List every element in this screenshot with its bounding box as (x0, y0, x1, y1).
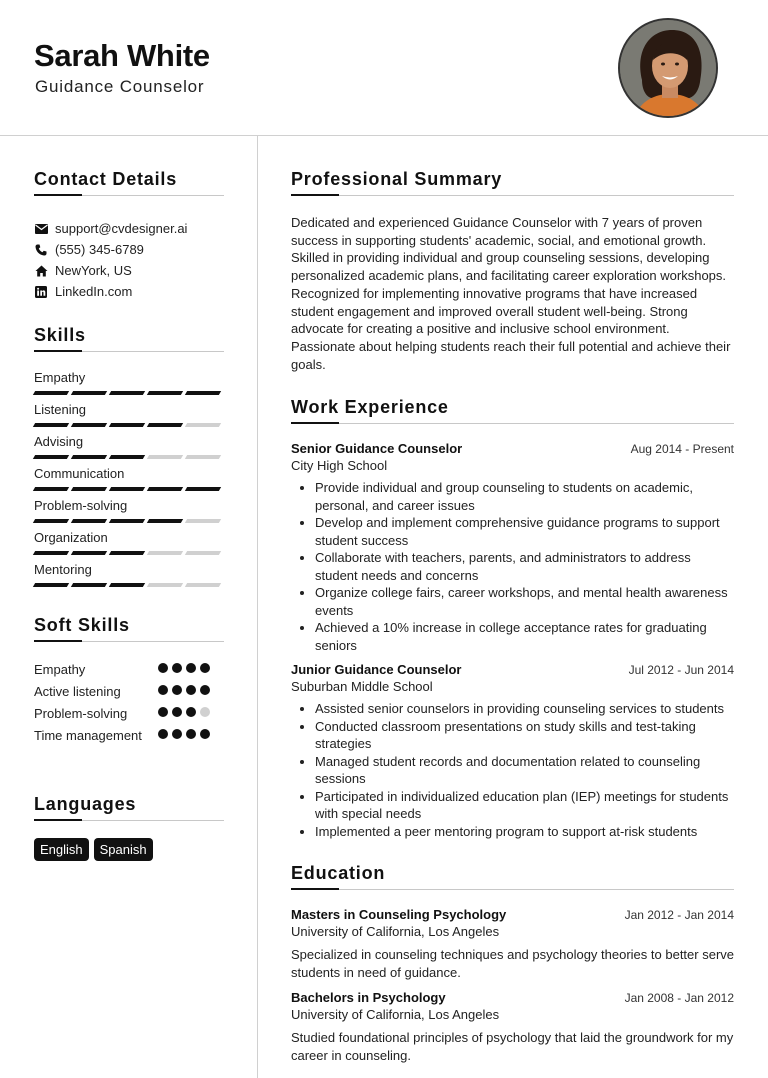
skill-name: Empathy (34, 370, 86, 385)
contact-heading: Contact Details (34, 169, 178, 189)
skill-name: Mentoring (34, 562, 92, 577)
contact-email-text: support@cvdesigner.ai (55, 221, 188, 236)
skill-level-segment (147, 583, 183, 587)
degree-name: Masters in Counseling Psychology (291, 907, 507, 923)
language-badge: English (34, 838, 89, 861)
skill-level-segment (185, 519, 221, 523)
job-bullet: • Participated in individualized education plan (IEP) meetings for students with special needs (315, 788, 734, 823)
contact-location-text: NewYork, US (55, 263, 132, 278)
contact-email[interactable] (34, 218, 224, 239)
skill-level-segment (109, 519, 145, 523)
skills-section (34, 325, 224, 594)
skill-level-segment (147, 455, 183, 459)
skill-level-segment (185, 551, 221, 555)
section-rule (34, 819, 224, 821)
skill-level-segment (33, 455, 69, 459)
job-organization: City High School (291, 458, 388, 474)
soft-skill-name: Problem-solving (34, 706, 128, 721)
skills-heading: Skills (34, 325, 86, 345)
contact-linkedin[interactable] (34, 281, 224, 302)
soft-skill-item (34, 704, 224, 726)
section-rule (291, 422, 734, 424)
candidate-title: Guidance Counselor (35, 77, 205, 96)
skill-level-segment (71, 487, 107, 491)
contact-linkedin-text: LinkedIn.com (55, 284, 133, 299)
rating-dot (200, 685, 210, 695)
soft-skill-item (34, 660, 224, 682)
education-description: Specialized in counseling techniques and psychology theories to better serve students in need of guidance. (291, 947, 734, 980)
skill-level-segment (109, 423, 145, 427)
experience-heading: Work Experience (291, 397, 449, 418)
skill-level-segment (33, 423, 69, 427)
job-bullet: • Develop and implement comprehensive guidance programs to support student success (315, 514, 734, 549)
section-rule (34, 350, 224, 352)
section-rule (34, 194, 224, 196)
education-section (291, 863, 734, 1064)
rating-dot (200, 707, 210, 717)
skill-level-segment (185, 391, 221, 395)
soft-skill-list (34, 660, 224, 764)
skill-name: Problem-solving (34, 498, 128, 513)
contact-phone-text: (555) 345-6789 (55, 242, 144, 257)
skill-level-segment (109, 487, 145, 491)
job-bullet: • Achieved a 10% increase in college acceptance rates for graduating seniors (315, 619, 734, 654)
skill-level-segment (71, 455, 107, 459)
rating-dot (158, 663, 168, 673)
job-bullet: • Organize college fairs, career workshops, and mental health awareness events (315, 584, 734, 619)
skill-level-segment (33, 391, 69, 395)
skill-level-segment (185, 583, 221, 587)
skill-level-segment (33, 583, 69, 587)
skill-item (34, 402, 224, 434)
skill-level-segment (147, 551, 183, 555)
skill-level-segment (147, 519, 183, 523)
skill-level-segment (71, 583, 107, 587)
job-bullet: • Assisted senior counselors in providing counseling services to students (315, 700, 734, 718)
skill-level-segment (71, 551, 107, 555)
language-badge: Spanish (94, 838, 153, 861)
skill-name: Advising (34, 434, 84, 449)
job-dates: Aug 2014 - Present (630, 442, 734, 457)
rating-dot (186, 663, 196, 673)
job-entry (291, 662, 734, 840)
skill-level-segment (147, 487, 183, 491)
job-bullet: • Implemented a peer mentoring program to support at-risk students (315, 823, 734, 841)
soft-skills-heading: Soft Skills (34, 615, 130, 635)
skill-level-segment (185, 455, 221, 459)
rating-dot (172, 729, 182, 739)
skill-level-bar (34, 391, 220, 395)
rating-dot (186, 707, 196, 717)
soft-skill-rating (158, 685, 210, 704)
soft-skill-name: Active listening (34, 684, 121, 699)
soft-skills-section (34, 615, 224, 764)
skill-list (34, 370, 224, 594)
rating-dot (200, 663, 210, 673)
skill-name: Listening (34, 402, 87, 417)
phone-icon (34, 243, 48, 257)
job-role: Senior Guidance Counselor (291, 441, 463, 457)
skill-level-bar (34, 455, 220, 459)
skill-level-segment (109, 391, 145, 395)
skill-name: Communication (34, 466, 125, 481)
skill-level-segment (71, 391, 107, 395)
education-dates: Jan 2012 - Jan 2014 (624, 908, 734, 923)
languages-section (34, 794, 224, 861)
skill-level-segment (71, 423, 107, 427)
skill-level-segment (109, 551, 145, 555)
job-bullet: • Conducted classroom presentations on study skills and test-taking strategies (315, 718, 734, 753)
job-dates: Jul 2012 - Jun 2014 (628, 663, 734, 678)
rating-dot (158, 729, 168, 739)
job-organization: Suburban Middle School (291, 679, 433, 695)
skill-item (34, 530, 224, 562)
rating-dot (158, 685, 168, 695)
summary-text: Dedicated and experienced Guidance Counselor with 7 years of proven success in supporting students' academic, social, and emotional growth. Skilled in providing individual and group counseling sessions, developing personalized academic plans, and facilitating career exploration workshops. Recognized for implementing innovative programs that have increased student engagement and improved overall student well-being. Strong advocate for creating a positive and inclusive school environment. Passionate about helping students reach their full potential and achieve their goals. (291, 215, 731, 372)
home-icon (34, 264, 48, 278)
soft-skill-name: Time management (34, 728, 142, 743)
skill-level-segment (71, 519, 107, 523)
education-heading: Education (291, 863, 386, 884)
summary-heading: Professional Summary (291, 169, 503, 189)
candidate-name: Sarah White (34, 38, 210, 73)
skill-level-segment (147, 423, 183, 427)
rating-dot (186, 729, 196, 739)
contact-phone[interactable] (34, 239, 224, 260)
left-column (34, 136, 224, 861)
rating-dot (186, 685, 196, 695)
education-entry (291, 907, 734, 981)
skill-item (34, 498, 224, 530)
soft-skill-rating (158, 707, 210, 726)
skill-item (34, 562, 224, 594)
skill-item (34, 466, 224, 498)
section-rule (34, 640, 224, 642)
skill-item (34, 370, 224, 402)
envelope-icon (34, 222, 48, 236)
section-rule (291, 194, 734, 196)
education-description: Studied foundational principles of psychology that laid the groundwork for my career in counseling. (291, 1030, 734, 1063)
contact-section (34, 169, 224, 302)
rating-dot (158, 707, 168, 717)
skill-level-segment (185, 487, 221, 491)
job-bullet: • Collaborate with teachers, parents, and administrators to address student needs and concerns (315, 549, 734, 584)
job-bullet: • Managed student records and documentation related to counseling sessions (315, 753, 734, 788)
skill-level-segment (147, 391, 183, 395)
section-rule (291, 888, 734, 890)
school-name: University of California, Los Angeles (291, 924, 500, 940)
skill-level-segment (33, 519, 69, 523)
right-column (291, 136, 734, 1064)
skill-level-segment (109, 583, 145, 587)
rating-dot (172, 685, 182, 695)
experience-section (291, 397, 734, 840)
skill-level-bar (34, 583, 220, 587)
education-entry (291, 990, 734, 1064)
skill-item (34, 434, 224, 466)
skill-level-segment (109, 455, 145, 459)
skill-level-segment (185, 423, 221, 427)
languages-heading: Languages (34, 794, 137, 814)
job-entry (291, 441, 734, 654)
degree-name: Bachelors in Psychology (291, 990, 446, 1006)
soft-skill-rating (158, 663, 210, 682)
resume-header (0, 0, 768, 136)
job-bullet: • Provide individual and group counseling to students on academic, personal, and career issues (315, 479, 734, 514)
education-dates: Jan 2008 - Jan 2012 (624, 991, 734, 1006)
contact-location (34, 260, 224, 281)
column-divider (257, 136, 258, 1078)
soft-skill-name: Empathy (34, 662, 86, 677)
skill-level-bar (34, 423, 220, 427)
skill-level-segment (33, 551, 69, 555)
skill-level-bar (34, 487, 220, 491)
soft-skill-item (34, 726, 224, 764)
linkedin-icon (34, 285, 48, 299)
soft-skill-rating (158, 729, 210, 764)
rating-dot (200, 729, 210, 739)
skill-level-segment (33, 487, 69, 491)
rating-dot (172, 663, 182, 673)
rating-dot (172, 707, 182, 717)
profile-photo (618, 18, 718, 118)
skill-level-bar (34, 551, 220, 555)
summary-section (291, 169, 734, 373)
job-role: Junior Guidance Counselor (291, 662, 462, 678)
skill-name: Organization (34, 530, 108, 545)
school-name: University of California, Los Angeles (291, 1007, 500, 1023)
soft-skill-item (34, 682, 224, 704)
skill-level-bar (34, 519, 220, 523)
